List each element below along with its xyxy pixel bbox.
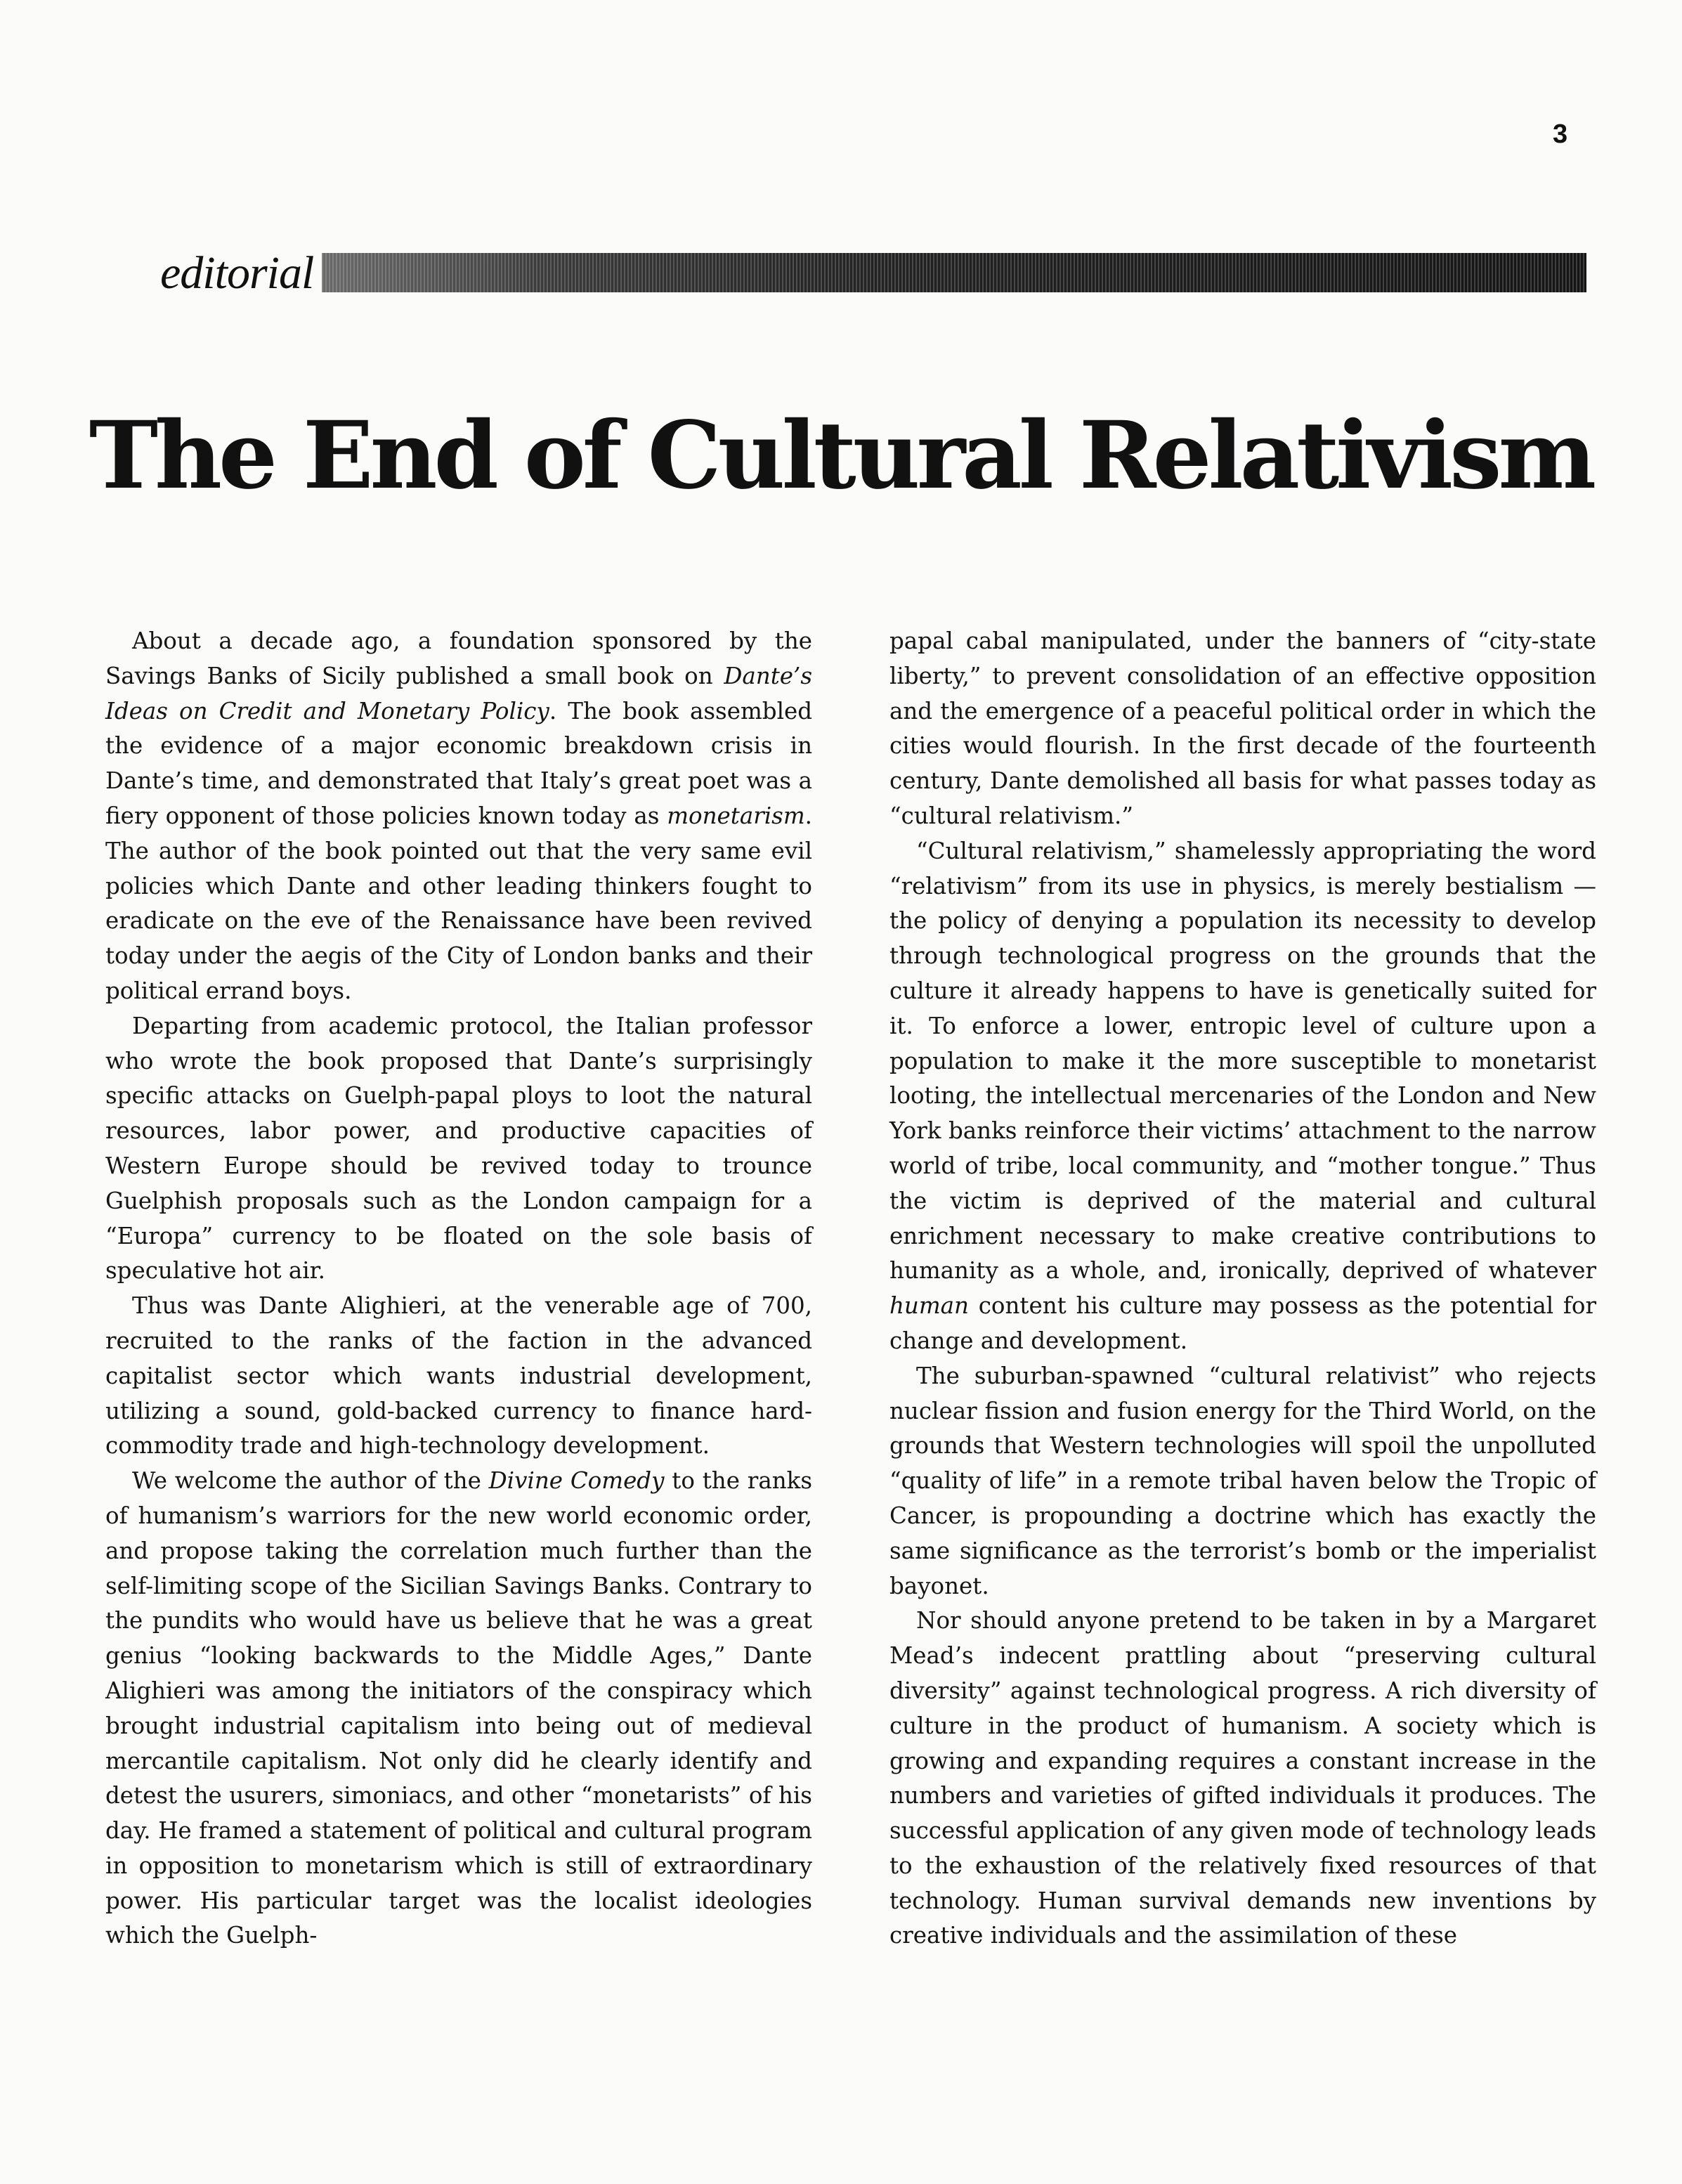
paragraph-text: . The author of the book pointed out that the very same evil policies which Dante and other leading thinkers fought to eradicate on the eve of the Renaissance have been revived today under the aegis of the City of London banks and their political errand boys. xyxy=(105,802,812,1004)
section-label: editorial xyxy=(160,247,314,299)
headline: The End of Cultural Relativism xyxy=(89,401,1593,510)
book-title: Divine Comedy xyxy=(488,1467,665,1495)
right-column xyxy=(889,624,1596,1954)
paragraph: Nor should anyone pretend to be taken in by a Margaret Mead’s indecent prattling about “preserving cultural diversity” against technological progress. A rich diversity of culture in the product of humanism. A society which is growing and expanding requires a constant increase in the numbers and varieties of gifted individuals it produces. The successful application of any given mode of technology leads to the exhaustion of the relatively fixed resources of that technology. Human survival demands new inventions by creative individuals and the assimilation of these xyxy=(889,1607,1596,1949)
paragraph: Thus was Dante Alighieri, at the venerable age of 700, recruited to the ranks of the faction in the advanced capitalist sector which wants industrial development, utilizing a sound, gold-backed currency to finance hard-commodity trade and high-technology development. xyxy=(105,1292,812,1460)
paragraph: papal cabal manipulated, under the banners of “city-state liberty,” to prevent consolidation of an effective opposition and the emergence of a peaceful political order in which the cities would flourish. In the first decade of the fourteenth century, Dante demolished all basis for what passes today as “cultural relativism.” xyxy=(889,628,1596,829)
emphasized-term: human xyxy=(889,1292,969,1320)
book-title: Dante’s Ideas on Credit and Monetary Policy xyxy=(105,662,812,724)
paragraph: The suburban-spawned “cultural relativist” who rejects nuclear fission and fusion energy for the Third World, on the grounds that Western technologies will spoil the unpolluted “quality of life” in a remote tribal haven below the Tropic of Cancer, is propounding a doctrine which has exactly the same significance as the terrorist’s bomb or the imperialist bayonet. xyxy=(889,1362,1596,1599)
section-header xyxy=(160,243,1586,297)
page-number: 3 xyxy=(1553,119,1568,149)
paragraph-text: About a decade ago, a foundation sponsored by the Savings Banks of Sicily published a small book on xyxy=(105,628,812,689)
paragraph: Departing from academic protocol, the Italian professor who wrote the book proposed that Dante’s surprisingly specific attacks on Guelph-papal ploys to loot the natural resources, labor power, and productive capacities of Western Europe should be revived today to trounce Guelphish proposals such as the London campaign for a “Europa” currency to be floated on the sole basis of speculative hot air. xyxy=(105,1012,812,1285)
paragraph-text: content his culture may possess as the potential for change and development. xyxy=(889,1292,1596,1354)
paragraph xyxy=(105,1464,812,1954)
paragraph-text: “Cultural relativism,” shamelessly appropriating the word “relativism” from its use in physics, is merely bestialism — the policy of denying a population its necessity to develop through technological progress on the grounds that the culture it already happens to have is genetically suited for it. To enforce a lower, entropic level of culture upon a population to make it the more susceptible to monetarist looting, the intellectual mercenaries of the London and New York banks reinforce their victims’ attachment to the narrow world of tribe, local community, and “mother tongue.” Thus the victim is deprived of the material and cultural enrichment necessary to make creative contributions to humanity as a whole, and, ironically, deprived of whatever xyxy=(889,837,1596,1285)
paragraph-text: to the ranks of humanism’s warriors for the new world economic order, and propose taking the correlation much further than the self-limiting scope of the Sicilian Savings Banks. Contrary to the pundits who would have us believe that he was a great genius “looking backwards to the Middle Ages,” Dante Alighieri was among the initiators of the conspiracy which brought industrial capitalism into being out of medieval mercantile capitalism. Not only did he clearly identify and detest the usurers, simoniacs, and other “monetarists” of his day. He framed a statement of political and cultural program in opposition to monetarism which is still of extraordinary power. His particular target was the localist ideologies which the Guelph- xyxy=(105,1467,812,1949)
section-rule xyxy=(322,253,1586,292)
paragraph xyxy=(889,834,1596,1359)
paragraph-text: We welcome the author of the xyxy=(132,1467,489,1495)
paragraph xyxy=(105,624,812,1009)
emphasized-term: monetarism xyxy=(667,802,805,829)
paragraph-text: . The book assembled the evidence of a major economic breakdown crisis in Dante’s time, and demonstrated that Italy’s great poet was a fiery opponent of those policies known today as xyxy=(105,697,812,829)
left-column xyxy=(105,624,812,1954)
